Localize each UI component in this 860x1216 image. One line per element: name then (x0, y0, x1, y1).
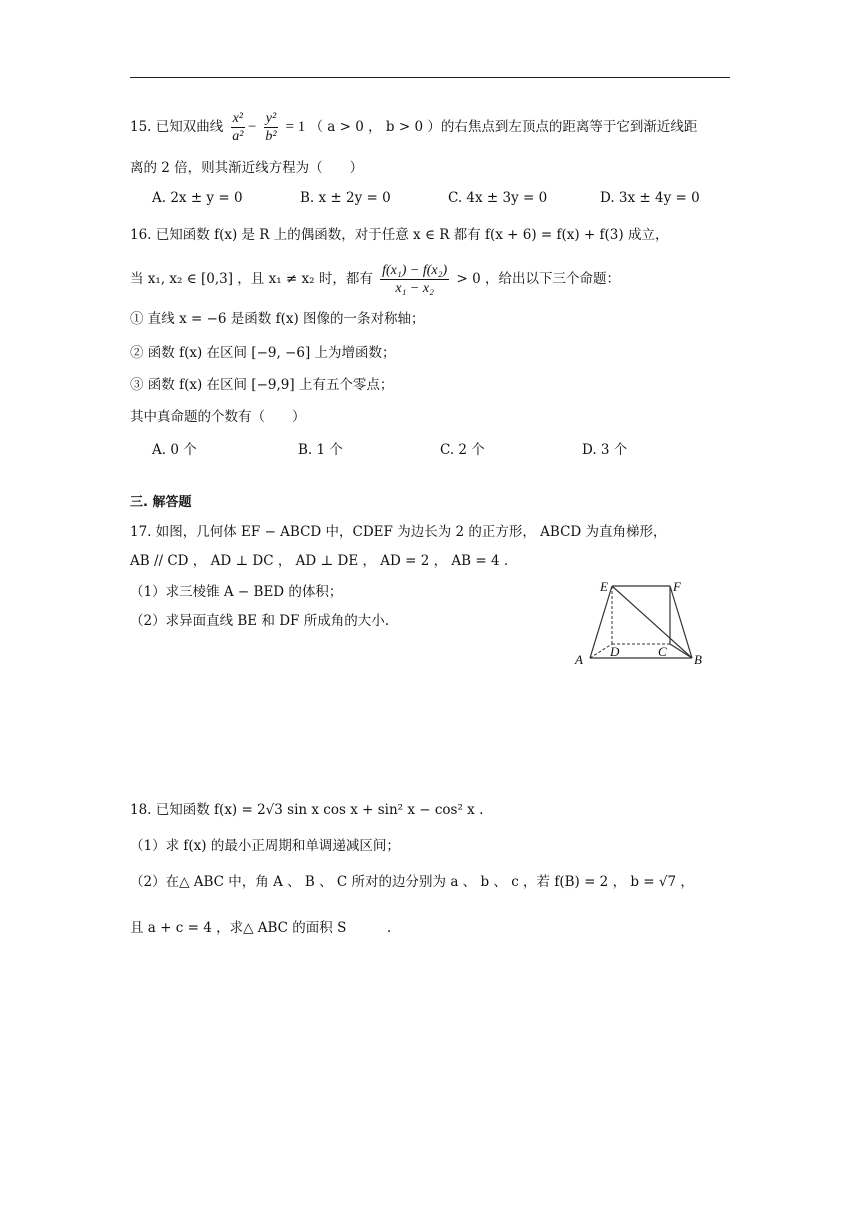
q15-option-d: D. 3x ± 4y = 0 (600, 190, 700, 206)
q16-line1-text: 已知函数 f(x) 是 R 上的偶函数，对于任意 x ∈ R 都有 f(x + 6) = f(x) + f(3) 成立， (155, 227, 669, 243)
q16-option-a: A. 0 个 (152, 442, 197, 458)
q16-number: 16. (130, 227, 152, 243)
q18-part1: （1）求 f(x) 的最小正周期和单调递减区间； (130, 838, 400, 854)
edge-FB (670, 586, 692, 658)
q16-option-b: B. 1 个 (298, 442, 343, 458)
q15-frac2-num: y² (265, 111, 277, 126)
q16-option-d: D. 3 个 (582, 442, 628, 458)
section-title: 三. 解答题 (130, 495, 192, 510)
q15-number: 15. (130, 119, 152, 135)
q16-prop-3: ③ 函数 f(x) 在区间 [−9,9] 上有五个零点； (130, 377, 394, 393)
q16-option-c: C. 2 个 (440, 442, 485, 458)
q15-frac2-den: b² (265, 129, 277, 144)
q15-frac1-num: x² (232, 111, 243, 126)
q17-line2: AB // CD ， AD ⊥ DC ， AD ⊥ DE ， AD = 2 ， AB = 4 . (130, 553, 509, 569)
q16-line1 (130, 225, 668, 245)
q15-frac2 (264, 110, 278, 145)
geometry-figure (570, 578, 710, 670)
q18-line1: 18. 已知函数 f(x) = 2√3 sin x cos x + sin² x − cos² x . (130, 802, 484, 818)
label-D: D (610, 644, 620, 659)
q15-line2: 离的 2 倍，则其渐近线方程为（ ） (130, 160, 364, 176)
q15-frac1-den: a² (232, 129, 244, 144)
q16-prop-1: ① 直线 x = −6 是函数 f(x) 图像的一条对称轴； (130, 311, 425, 327)
q15-text-a: 已知双曲线 (155, 119, 224, 135)
q16-question: 其中真命题的个数有（ ） (130, 409, 306, 425)
q15-eq-rest: = 1 (285, 119, 306, 135)
q16-line2 (130, 262, 620, 297)
q15-frac1 (231, 110, 245, 145)
label-E: E (600, 579, 608, 594)
label-F: F (673, 579, 681, 594)
q17-line1: 17. 如图，几何体 EF − ABCD 中，CDEF 为边长为 2 的正方形， ABCD 为直角梯形， (130, 524, 667, 540)
header-rule (130, 77, 730, 78)
label-A: A (575, 652, 583, 667)
label-B: B (694, 652, 702, 667)
q18-part2: （2）在△ ABC 中，角 A 、 B 、 C 所对的边分别为 a 、 b 、 c ，若 f(B) = 2 ， b = √7 ， (130, 874, 694, 890)
q16-line2-b: > 0 ，给出以下三个命题： (456, 271, 620, 287)
q17-part1: （1）求三棱锥 A − BED 的体积； (130, 584, 343, 600)
q18-part3: 且 a + c = 4 ，求△ ABC 的面积 S . (130, 920, 392, 936)
q15-option-b: B. x ± 2y = 0 (300, 190, 391, 206)
q15-option-c: C. 4x ± 3y = 0 (448, 190, 548, 206)
q16-frac-den: x₁ − x₂ (395, 281, 434, 296)
q16-line2-a: 当 x₁, x₂ ∈ [0,3] ，且 x₁ ≠ x₂ 时，都有 (130, 271, 373, 287)
q15-line1: 15. 已知双曲线 $\frac{\text{x²}}{\text{a²}}$ − $\frac{\text{y²}}{\text{b²}}$ = 1 （ a > 0 ， b > 0 ）的右焦点到左顶点的距离等于它到渐近线距 (130, 111, 698, 144)
q15-cond: （ a > 0 ， b > 0 ）的右焦点到左顶点的距离等于它到渐近线距 (309, 119, 698, 135)
q16-frac (380, 262, 449, 297)
q17-part2: （2）求异面直线 BE 和 DF 所成角的大小. (130, 613, 390, 629)
edge-EA (590, 586, 612, 658)
q16-prop-2: ② 函数 f(x) 在区间 [−9, −6] 上为增函数； (130, 345, 396, 361)
q16-frac-num: f(x₁) − f(x₂) (382, 263, 448, 278)
edge-EB (612, 586, 692, 658)
label-C: C (658, 644, 667, 659)
q15-option-a: A. 2x ± y = 0 (152, 190, 243, 206)
